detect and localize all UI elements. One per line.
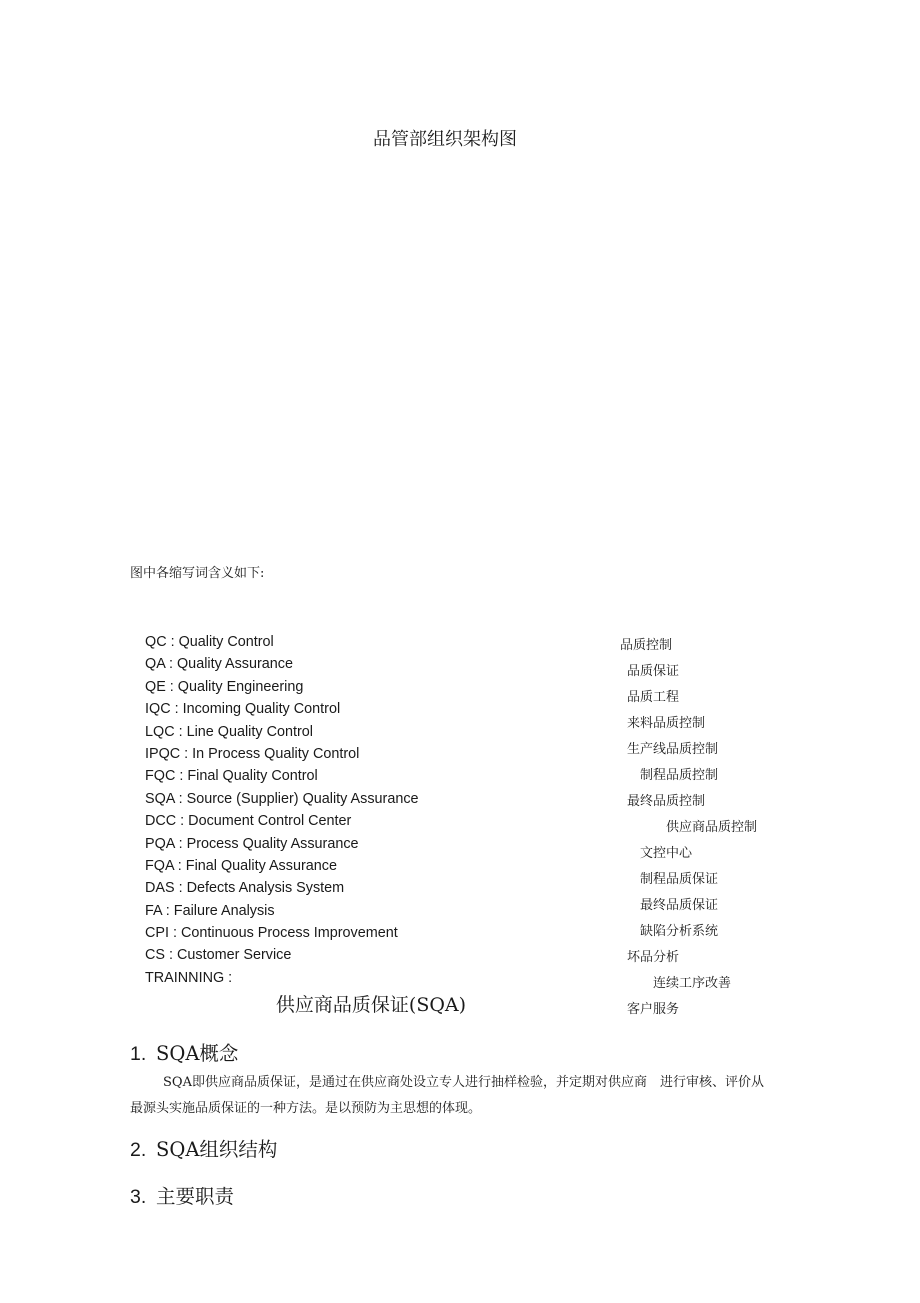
section-heading-duties <box>130 1181 234 1209</box>
section-number: 3. <box>130 1186 147 1208</box>
abbreviation-item: DCC : Document Control Center <box>145 813 352 830</box>
abbreviation-list <box>145 632 419 990</box>
chinese-term: 供应商品质控制 <box>666 820 758 835</box>
abbreviation-item: LQC : Line Quality Control <box>145 723 313 740</box>
chinese-term: 坏品分析 <box>627 950 680 965</box>
chinese-term: 客户服务 <box>627 1002 680 1017</box>
section-title: SQA组织结构 <box>156 1138 278 1161</box>
abbreviation-item: QC : Quality Control <box>145 634 274 650</box>
chinese-term: 连续工序改善 <box>653 976 732 991</box>
abbreviation-item: SQA : Source (Supplier) Quality Assurance <box>145 790 419 807</box>
sqa-concept-paragraph: SQA即供应商品质保证，是通过在供应商处设立专人进行抽样检验，并定期对供应商 进行审核、评价从最源头实施品质保证的一种方法。是以预防为主思想的体现。 <box>130 1075 764 1116</box>
sqa-heading: 供应商品质保证(SQA) <box>275 994 467 1016</box>
abbreviation-item: IQC : Incoming Quality Control <box>145 701 341 718</box>
chinese-term: 最终品质控制 <box>627 794 706 809</box>
abbreviation-item: QA : Quality Assurance <box>145 656 293 673</box>
chinese-term: 文控中心 <box>640 846 693 861</box>
abbreviation-item: DAS : Defects Analysis System <box>145 880 345 897</box>
abbreviation-item: CS : Customer Service <box>145 947 292 964</box>
chinese-term: 制程品质控制 <box>640 768 719 783</box>
abbreviation-item: FQA : Final Quality Assurance <box>145 857 337 874</box>
abbreviation-item: CPI : Continuous Process Improvement <box>145 925 398 942</box>
abbreviation-item: FQC : Final Quality Control <box>145 768 318 785</box>
chinese-term: 生产线品质控制 <box>627 742 719 757</box>
chinese-term: 品质控制 <box>620 638 673 653</box>
chinese-term: 最终品质保证 <box>640 898 719 913</box>
abbreviation-item: PQA : Process Quality Assurance <box>145 835 359 852</box>
section-title: 主要职责 <box>156 1185 235 1208</box>
abbreviation-item: QE : Quality Engineering <box>145 678 304 695</box>
abbreviation-item: TRAINNING : <box>145 969 233 986</box>
section-title: SQA概念 <box>156 1042 239 1065</box>
chinese-term: 品质保证 <box>627 664 680 679</box>
chinese-term: 品质工程 <box>627 690 680 705</box>
section-number: 1. <box>130 1043 147 1065</box>
chinese-term: 缺陷分析系统 <box>640 924 719 939</box>
section-number: 2. <box>130 1139 147 1161</box>
abbreviation-item: FA : Failure Analysis <box>145 902 275 919</box>
section-heading-structure <box>130 1134 277 1162</box>
page-title: 品管部组织架构图 <box>373 129 517 150</box>
legend-intro: 图中各缩写词含义如下: <box>130 566 265 581</box>
section-heading-concept <box>130 1038 238 1066</box>
chinese-term: 来料品质控制 <box>627 716 706 731</box>
chinese-term: 制程品质保证 <box>640 872 719 887</box>
abbreviation-item: IPQC : In Process Quality Control <box>145 745 360 762</box>
